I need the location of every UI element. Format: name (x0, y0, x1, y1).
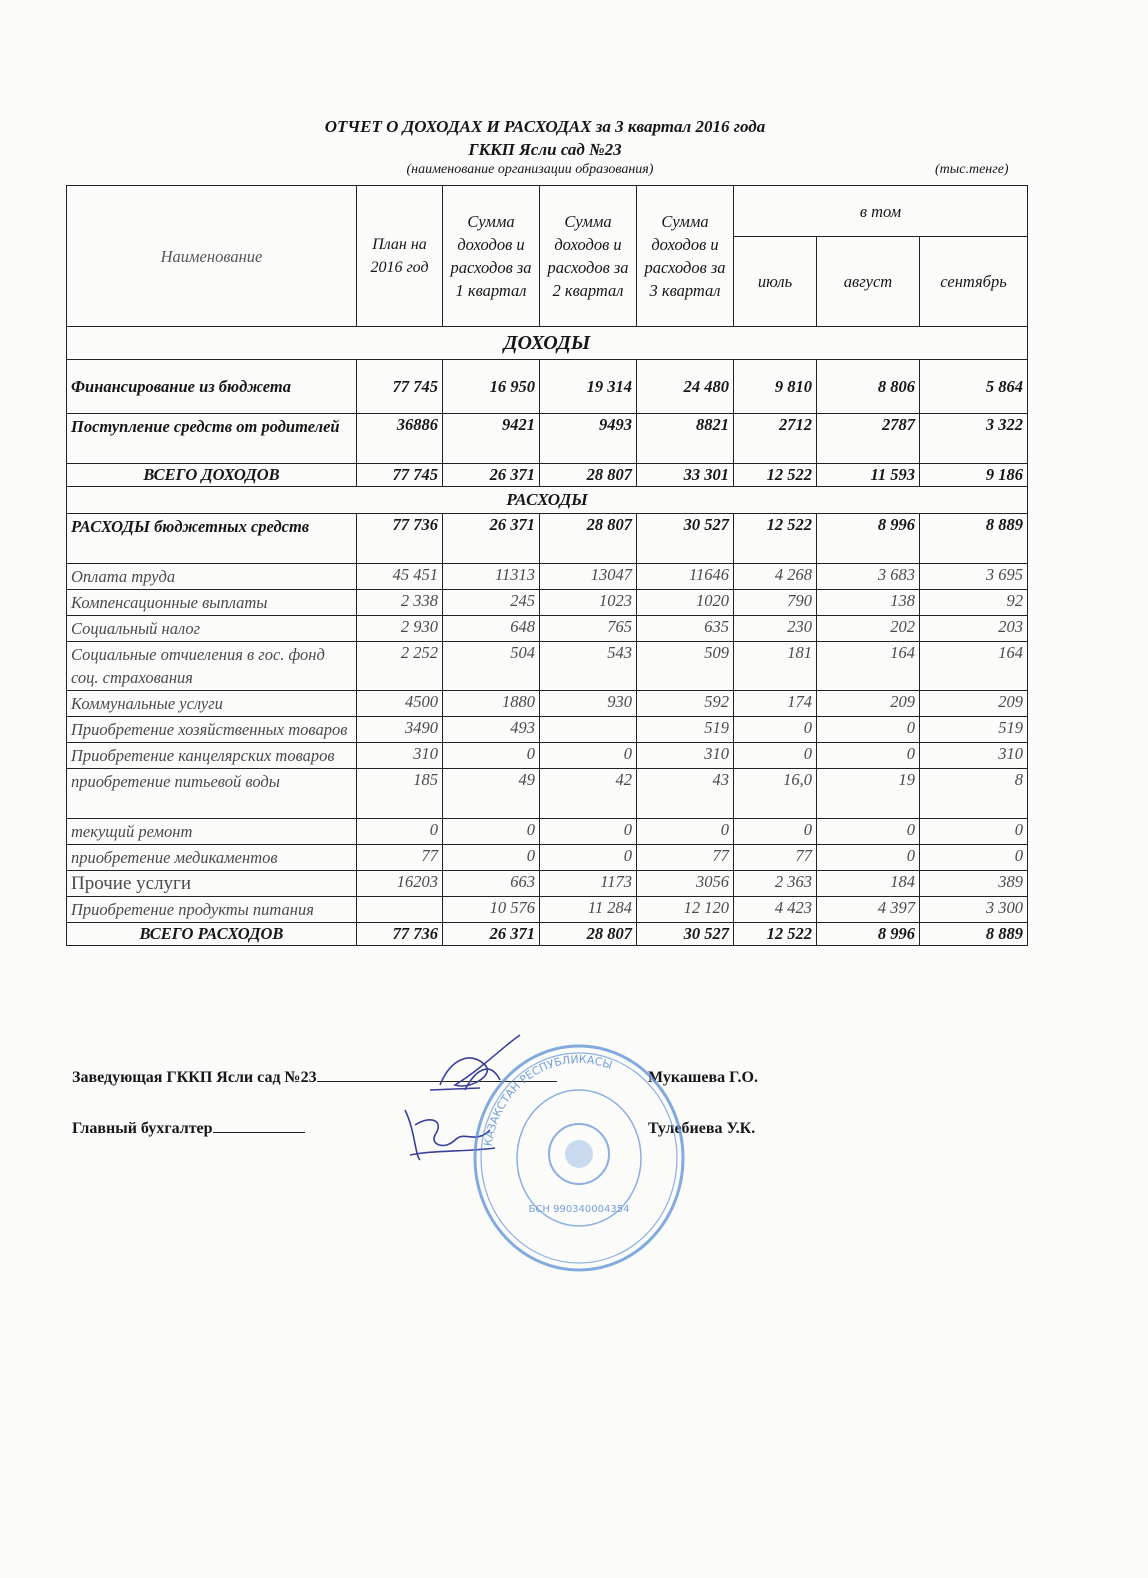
report-title-line2: ГККП Ясли сад №23 (468, 140, 622, 159)
cell-aug: 184 (817, 871, 920, 897)
table-row (67, 845, 1028, 871)
row-name: Приобретение канцелярских товаров (67, 743, 357, 769)
report-title (0, 115, 1090, 161)
table-row (67, 514, 1028, 564)
row-name: Оплата труда (67, 564, 357, 590)
cell-sep: 5 864 (920, 360, 1028, 414)
cell-q2: 42 (540, 769, 637, 819)
expense-section-heading: РАСХОДЫ (67, 487, 1028, 514)
header-q2: Сумма доходов и расходов за 2 квартал (540, 186, 637, 327)
cell-q2: 543 (540, 642, 637, 691)
cell-q3: 12 120 (637, 897, 734, 923)
cell-q1: 663 (443, 871, 540, 897)
cell-q1: 26 371 (443, 464, 540, 487)
units-caption: (тыс.тенге) (935, 162, 1009, 177)
organization-stamp (470, 1042, 688, 1274)
cell-plan: 185 (357, 769, 443, 819)
row-name: Прочие услуги (67, 871, 357, 897)
cell-q1: 0 (443, 845, 540, 871)
table-row (67, 642, 1028, 691)
cell-q2: 9493 (540, 414, 637, 464)
head-name: Мукашева Г.О. (648, 1069, 758, 1086)
cell-jul: 0 (734, 717, 817, 743)
cell-q3: 77 (637, 845, 734, 871)
cell-plan: 36886 (357, 414, 443, 464)
cell-q2: 765 (540, 616, 637, 642)
cell-q2: 28 807 (540, 464, 637, 487)
cell-sep: 0 (920, 819, 1028, 845)
header-name: Наименование (67, 186, 357, 327)
cell-q2: 28 807 (540, 923, 637, 946)
cell-jul: 174 (734, 691, 817, 717)
cell-jul: 12 522 (734, 514, 817, 564)
cell-q1: 0 (443, 819, 540, 845)
row-name: РАСХОДЫ бюджетных средств (67, 514, 357, 564)
cell-plan: 3490 (357, 717, 443, 743)
cell-aug: 8 806 (817, 360, 920, 414)
accountant-label: Главный бухгалтер (72, 1120, 213, 1137)
header-sep: сентябрь (920, 237, 1028, 327)
table-row (67, 590, 1028, 616)
cell-q1: 9421 (443, 414, 540, 464)
cell-jul: 12 522 (734, 923, 817, 946)
cell-sep: 310 (920, 743, 1028, 769)
table-row (67, 360, 1028, 414)
row-name: Социальные отчиеления в гос. фонд соц. страхования (67, 642, 357, 691)
cell-aug: 8 996 (817, 514, 920, 564)
row-name: приобретение питьевой воды (67, 769, 357, 819)
cell-sep: 8 (920, 769, 1028, 819)
table-row (67, 414, 1028, 464)
cell-jul: 230 (734, 616, 817, 642)
cell-q2: 13047 (540, 564, 637, 590)
cell-q2: 0 (540, 819, 637, 845)
cell-plan: 2 252 (357, 642, 443, 691)
cell-q1: 26 371 (443, 514, 540, 564)
cell-jul: 9 810 (734, 360, 817, 414)
row-name: Социальный налог (67, 616, 357, 642)
cell-q3: 11646 (637, 564, 734, 590)
cell-q1: 11313 (443, 564, 540, 590)
cell-aug: 0 (817, 717, 920, 743)
head-label: Заведующая ГККП Ясли сад №23 (72, 1069, 317, 1086)
cell-jul: 790 (734, 590, 817, 616)
cell-aug: 164 (817, 642, 920, 691)
cell-sep: 3 300 (920, 897, 1028, 923)
cell-plan: 0 (357, 819, 443, 845)
table-row (67, 769, 1028, 819)
cell-plan (357, 897, 443, 923)
cell-jul: 4 268 (734, 564, 817, 590)
signature-line (213, 1132, 305, 1133)
row-name: Финансирование из бюджета (67, 360, 357, 414)
cell-plan: 2 930 (357, 616, 443, 642)
cell-sep: 164 (920, 642, 1028, 691)
table-row (67, 616, 1028, 642)
cell-sep: 9 186 (920, 464, 1028, 487)
table-row (67, 691, 1028, 717)
cell-sep: 209 (920, 691, 1028, 717)
cell-q2: 28 807 (540, 514, 637, 564)
cell-sep: 92 (920, 590, 1028, 616)
cell-q2 (540, 717, 637, 743)
cell-q2: 1023 (540, 590, 637, 616)
cell-jul: 77 (734, 845, 817, 871)
row-name: текущий ремонт (67, 819, 357, 845)
report-table (66, 185, 1028, 946)
stamp-text: КАЗАКСТАН РЕСПУБЛИКАСЫ (481, 1052, 614, 1148)
expense-total-row (67, 923, 1028, 946)
cell-plan: 4500 (357, 691, 443, 717)
cell-q2: 11 284 (540, 897, 637, 923)
cell-aug: 209 (817, 691, 920, 717)
header-including: в том (734, 186, 1028, 237)
cell-q3: 0 (637, 819, 734, 845)
svg-text:КАЗАКСТАН РЕСПУБЛИКАСЫ (482, 1053, 614, 1147)
income-section-heading: ДОХОДЫ (67, 327, 1028, 360)
cell-q1: 504 (443, 642, 540, 691)
table-row (67, 897, 1028, 923)
cell-sep: 389 (920, 871, 1028, 897)
cell-jul: 0 (734, 819, 817, 845)
cell-q1: 10 576 (443, 897, 540, 923)
cell-q3: 30 527 (637, 514, 734, 564)
cell-q2: 0 (540, 845, 637, 871)
cell-sep: 8 889 (920, 514, 1028, 564)
cell-q3: 310 (637, 743, 734, 769)
cell-q3: 24 480 (637, 360, 734, 414)
report-title-line1: ОТЧЕТ О ДОХОДАХ И РАСХОДАХ за 3 квартал 2016 года (324, 117, 766, 136)
cell-aug: 4 397 (817, 897, 920, 923)
cell-q1: 648 (443, 616, 540, 642)
cell-jul: 16,0 (734, 769, 817, 819)
row-name: приобретение медикаментов (67, 845, 357, 871)
row-name: Приобретение продукты питания (67, 897, 357, 923)
cell-aug: 2787 (817, 414, 920, 464)
cell-q3: 30 527 (637, 923, 734, 946)
cell-q3: 8821 (637, 414, 734, 464)
cell-jul: 0 (734, 743, 817, 769)
cell-q3: 1020 (637, 590, 734, 616)
cell-plan: 77 (357, 845, 443, 871)
cell-q1: 26 371 (443, 923, 540, 946)
cell-plan: 45 451 (357, 564, 443, 590)
header-jul: июль (734, 237, 817, 327)
row-name: ВСЕГО РАСХОДОВ (67, 923, 357, 946)
cell-q3: 635 (637, 616, 734, 642)
cell-q1: 49 (443, 769, 540, 819)
cell-plan: 77 736 (357, 514, 443, 564)
cell-q3: 43 (637, 769, 734, 819)
cell-q3: 3056 (637, 871, 734, 897)
cell-aug: 0 (817, 819, 920, 845)
cell-plan: 16203 (357, 871, 443, 897)
table-row (67, 564, 1028, 590)
accountant-signature-label (72, 1120, 305, 1138)
table-row (67, 717, 1028, 743)
income-total-row (67, 464, 1028, 487)
cell-aug: 3 683 (817, 564, 920, 590)
cell-aug: 202 (817, 616, 920, 642)
row-name: ВСЕГО ДОХОДОВ (67, 464, 357, 487)
cell-aug: 138 (817, 590, 920, 616)
cell-jul: 181 (734, 642, 817, 691)
cell-aug: 19 (817, 769, 920, 819)
cell-plan: 310 (357, 743, 443, 769)
cell-jul: 12 522 (734, 464, 817, 487)
cell-jul: 2 363 (734, 871, 817, 897)
table-row (67, 819, 1028, 845)
cell-jul: 2712 (734, 414, 817, 464)
table-row (67, 743, 1028, 769)
cell-q1: 0 (443, 743, 540, 769)
cell-q1: 493 (443, 717, 540, 743)
accountant-name: Тулебиева У.К. (648, 1120, 756, 1137)
table-row (67, 871, 1028, 897)
cell-q3: 509 (637, 642, 734, 691)
cell-plan: 77 745 (357, 464, 443, 487)
cell-sep: 203 (920, 616, 1028, 642)
cell-aug: 11 593 (817, 464, 920, 487)
org-caption: (наименование организации образования) (406, 162, 654, 177)
cell-aug: 8 996 (817, 923, 920, 946)
cell-sep: 3 322 (920, 414, 1028, 464)
cell-jul: 4 423 (734, 897, 817, 923)
cell-q1: 16 950 (443, 360, 540, 414)
row-name: Поступление средств от родителей (67, 414, 357, 464)
cell-aug: 0 (817, 743, 920, 769)
cell-q1: 1880 (443, 691, 540, 717)
row-name: Компенсационные выплаты (67, 590, 357, 616)
cell-plan: 77 745 (357, 360, 443, 414)
cell-sep: 8 889 (920, 923, 1028, 946)
cell-plan: 77 736 (357, 923, 443, 946)
cell-aug: 0 (817, 845, 920, 871)
cell-q2: 19 314 (540, 360, 637, 414)
cell-q3: 33 301 (637, 464, 734, 487)
stamp-bin: БСН 990340004354 (528, 1204, 630, 1215)
cell-sep: 3 695 (920, 564, 1028, 590)
cell-q3: 519 (637, 717, 734, 743)
row-name: Приобретение хозяйственных товаров (67, 717, 357, 743)
header-aug: август (817, 237, 920, 327)
cell-q3: 592 (637, 691, 734, 717)
cell-q2: 1173 (540, 871, 637, 897)
cell-q1: 245 (443, 590, 540, 616)
cell-sep: 519 (920, 717, 1028, 743)
cell-q2: 0 (540, 743, 637, 769)
header-q1: Сумма доходов и расходов за 1 квартал (443, 186, 540, 327)
cell-q2: 930 (540, 691, 637, 717)
cell-sep: 0 (920, 845, 1028, 871)
header-q3: Сумма доходов и расходов за 3 квартал (637, 186, 734, 327)
row-name: Коммунальные услуги (67, 691, 357, 717)
cell-plan: 2 338 (357, 590, 443, 616)
header-plan: План на 2016 год (357, 186, 443, 327)
